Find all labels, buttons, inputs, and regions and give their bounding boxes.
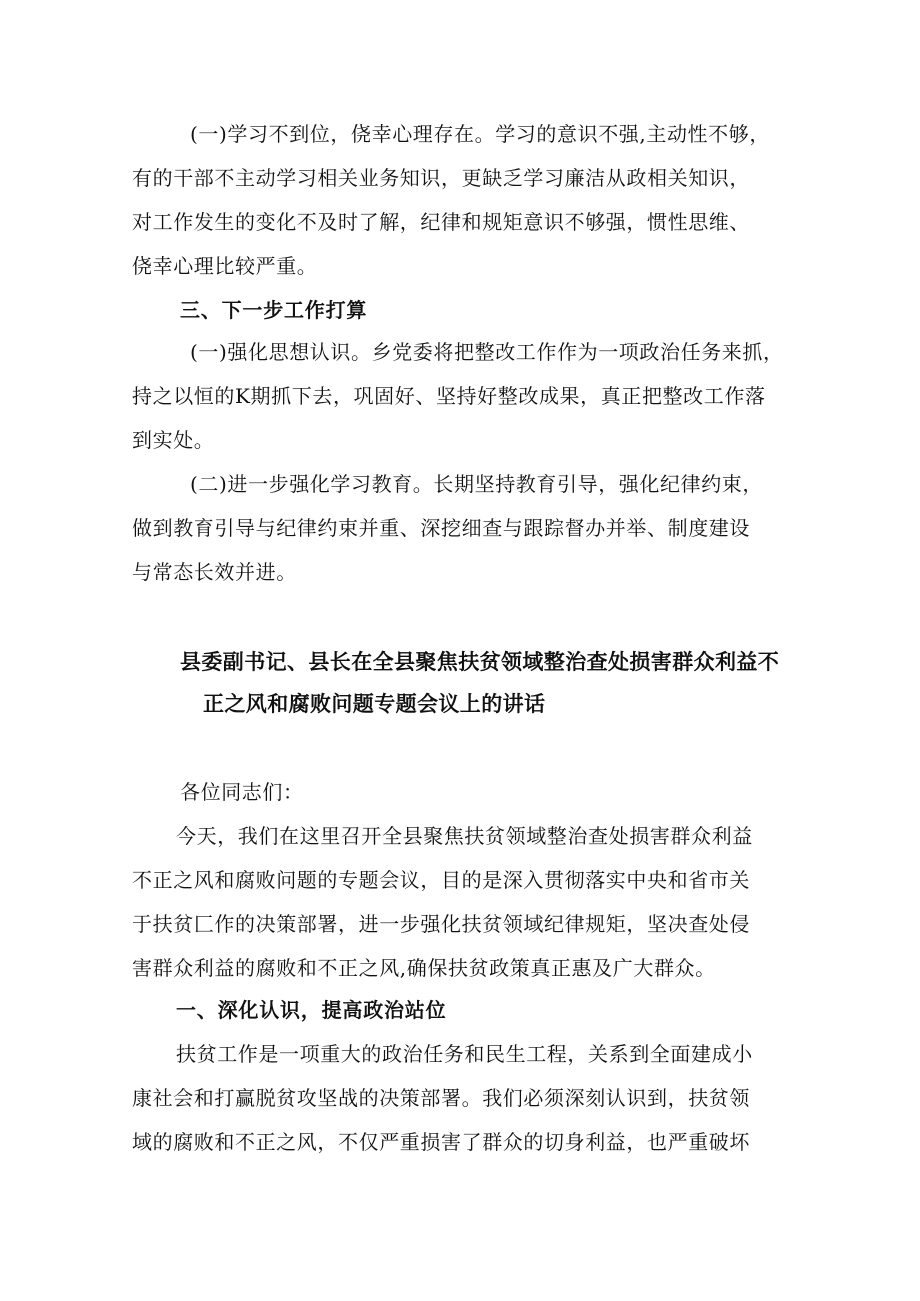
text-line: (一)强化思想认识。乡党委将把整改工作作为一项政治任务来抓， — [190, 340, 784, 364]
text-line: 侥幸心理比较严重。 — [132, 254, 318, 278]
section-heading: 一、深化认识，提高政治站位 — [176, 998, 447, 1022]
text-line: 扶贫工作是一项重大的政治任务和民生工程，关系到全面建成小 — [176, 1042, 753, 1066]
speech-title: 县委副书记、县长在全县聚焦扶贫领域整治查处损害群众利益不 — [180, 650, 780, 674]
text-line: 不正之风和腐败问题的专题会议，目的是深入贯彻落实中央和省市关 — [132, 868, 750, 892]
text-line: 对工作发生的变化不及时了解，纪律和规矩意识不够强，惯性思维、 — [132, 210, 750, 234]
text-line: 有的干部不主动学习相关业务知识，更缺乏学习廉洁从政相关知识， — [132, 166, 750, 190]
text-line: 做到教育引导与纪律约束并重、深挖细查与跟踪督办并举、制度建设 — [132, 516, 750, 540]
text-line: 害群众利益的腐败和不正之风,确保扶贫政策真正惠及广大群众。 — [132, 956, 716, 980]
text-line: 今天，我们在这里召开全县聚焦扶贫领域整治查处损害群众利益 — [176, 824, 753, 848]
text-line: 域的腐败和不正之风，不仅严重损害了群众的切身利益，也严重破坏 — [132, 1130, 750, 1154]
text-line: (二)进一步强化学习教育。长期坚持教育引导，强化纪律约束， — [190, 472, 764, 496]
text-line: (一)学习不到位，侥幸心理存在。学习的意识不强,主动性不够， — [190, 122, 770, 146]
text-line: 到实处。 — [132, 428, 215, 452]
text-line: 于扶贫匚作的决策部署，进一步强化扶贫领域纪律规矩，坚决查处侵 — [132, 912, 750, 936]
speech-title: 正之风和腐败问题专题会议上的讲话 — [203, 692, 546, 716]
section-heading: 三、下一步工作打算 — [180, 298, 368, 322]
text-line: 康社会和打赢脱贫攻坚战的决策部署。我们必须深刻认识到，扶贫领 — [132, 1086, 750, 1110]
salutation: 各位同志们： — [180, 780, 304, 804]
text-line: 持之以恒的K期抓下去，巩固好、坚持好整改成果，真正把整改工作落 — [132, 384, 766, 408]
text-line: 与常态长效并进。 — [132, 560, 297, 584]
